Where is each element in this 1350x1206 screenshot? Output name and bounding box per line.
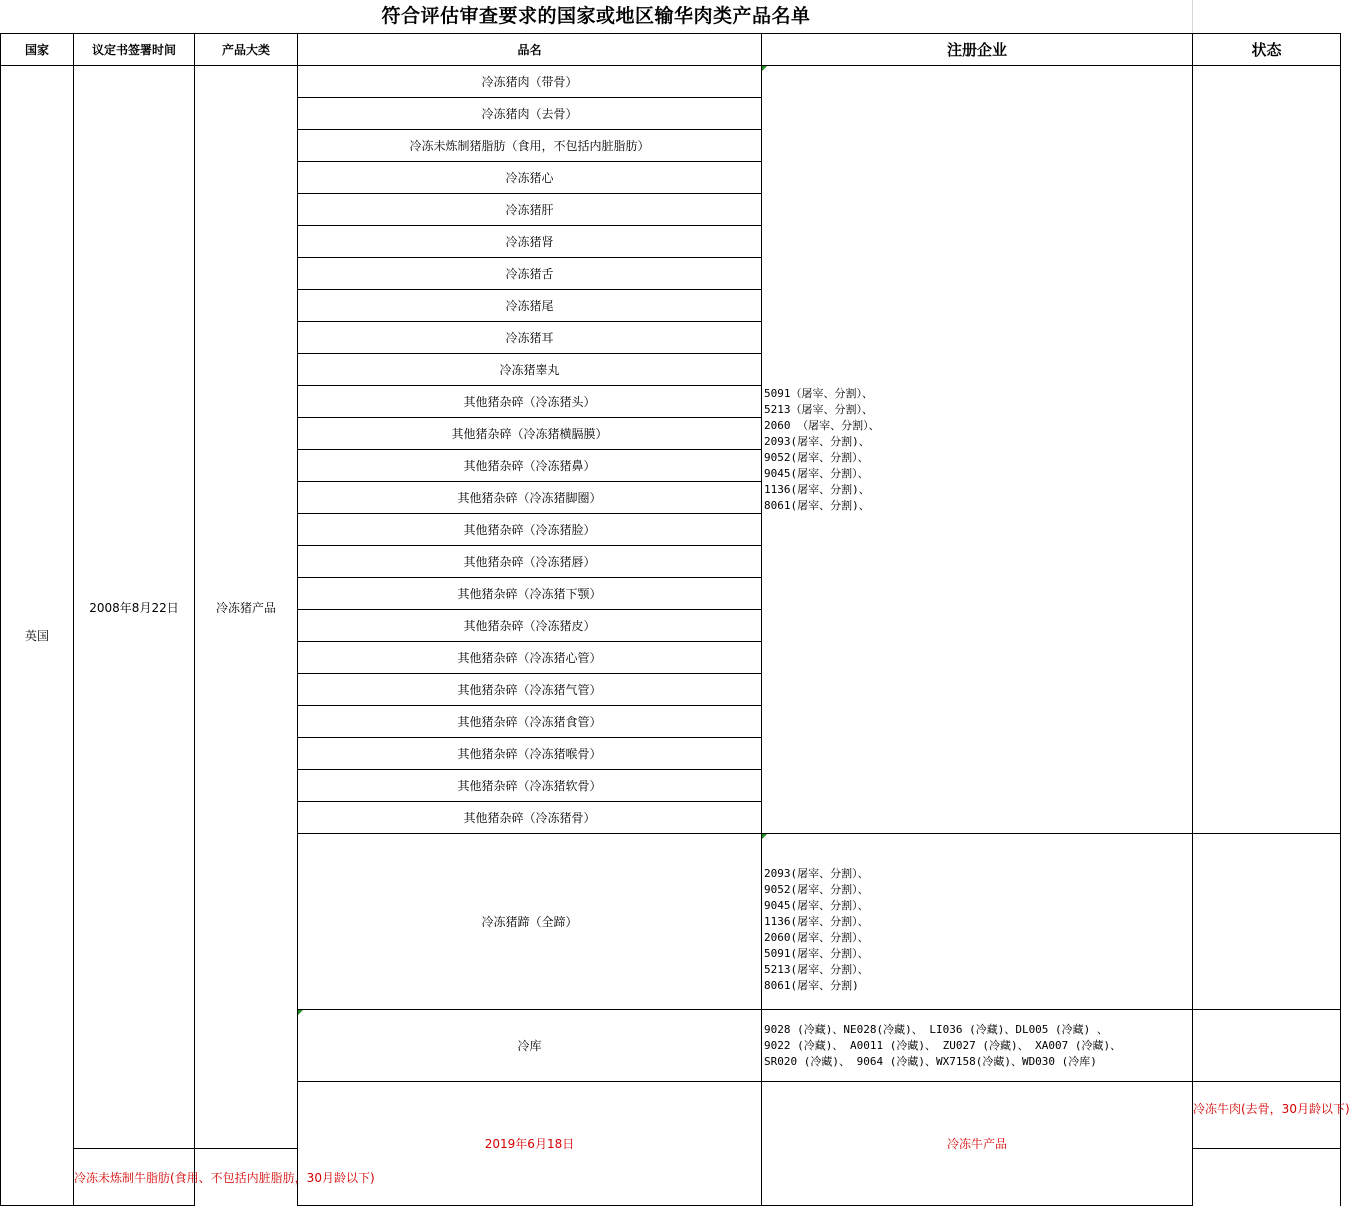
product-table xyxy=(0,33,1350,1206)
product-cell[interactable]: 其他猪杂碎（冷冻猪气管） xyxy=(298,674,762,706)
header-date[interactable]: 议定书签署时间 xyxy=(74,34,195,66)
product-cell[interactable]: 冷冻猪肉（带骨） xyxy=(298,66,762,98)
header-status[interactable]: 状态 xyxy=(1193,34,1341,66)
product-cell[interactable]: 其他猪杂碎（冷冻猪唇） xyxy=(298,546,762,578)
enterprise-cell[interactable]: 9028 (冷藏)、NE028(冷藏)、 LI036 (冷藏)、DL005 (冷藏) 、 9022 (冷藏)、 A0011 (冷藏)、 ZU027 (冷藏)、 XA007 (冷藏)、 SR020 (冷藏)、 9064 (冷藏)、WX7158(冷藏)、WD030 (冷库) xyxy=(762,1010,1193,1082)
product-cell[interactable]: 冷冻猪耳 xyxy=(298,322,762,354)
sheet-title: 符合评估审查要求的国家或地区输华肉类产品名单 xyxy=(381,5,811,27)
enterprise-cell[interactable]: 5091（屠宰、分割）、 5213（屠宰、分割）、 2060 （屠宰、分割）、 2093(屠宰、分割)、 9052(屠宰、分割）、 9045(屠宰、分割）、 1136(屠宰、分割)、 8061(屠宰、分割)、 xyxy=(762,66,1193,834)
category-cell[interactable]: 冷冻牛产品 xyxy=(762,1082,1193,1206)
table-row xyxy=(1,66,1341,98)
header-country[interactable]: 国家 xyxy=(1,34,74,66)
product-cell[interactable]: 冷冻猪肝 xyxy=(298,194,762,226)
product-cell[interactable]: 其他猪杂碎（冷冻猪鼻） xyxy=(298,450,762,482)
date-cell[interactable]: 2008年8月22日 xyxy=(74,66,195,1149)
product-cell[interactable]: 冷冻猪肾 xyxy=(298,226,762,258)
product-cell[interactable]: 冷库 xyxy=(298,1010,762,1082)
product-cell[interactable]: 其他猪杂碎（冷冻猪心管） xyxy=(298,642,762,674)
header-row xyxy=(1,34,1341,66)
status-cell[interactable] xyxy=(1193,1010,1341,1082)
empty-cell xyxy=(1192,0,1340,33)
product-cell[interactable]: 其他猪杂碎（冷冻猪横膈膜） xyxy=(298,418,762,450)
header-enterprise[interactable]: 注册企业 xyxy=(762,34,1193,66)
product-cell[interactable]: 其他猪杂碎（冷冻猪食管） xyxy=(298,706,762,738)
header-category[interactable]: 产品大类 xyxy=(195,34,298,66)
product-cell[interactable]: 其他猪杂碎（冷冻猪脚圈） xyxy=(298,482,762,514)
status-cell[interactable] xyxy=(1193,66,1341,834)
header-product[interactable]: 品名 xyxy=(298,34,762,66)
product-cell[interactable]: 其他猪杂碎（冷冻猪软骨） xyxy=(298,770,762,802)
product-cell[interactable]: 其他猪杂碎（冷冻猪喉骨） xyxy=(298,738,762,770)
product-cell[interactable]: 冷冻猪舌 xyxy=(298,258,762,290)
product-cell[interactable]: 其他猪杂碎（冷冻猪皮） xyxy=(298,610,762,642)
product-cell[interactable]: 冷冻未炼制牛脂肪(食用、不包括内脏脂肪，30月龄以下) xyxy=(74,1149,195,1206)
category-cell[interactable]: 冷冻猪产品 xyxy=(195,66,298,1149)
product-cell[interactable]: 冷冻牛肉(去骨，30月龄以下) xyxy=(1193,1082,1341,1149)
status-cell[interactable] xyxy=(1193,834,1341,1010)
product-cell[interactable]: 其他猪杂碎（冷冻猪脸） xyxy=(298,514,762,546)
product-cell[interactable]: 冷冻猪肉（去骨） xyxy=(298,98,762,130)
product-cell[interactable]: 冷冻猪蹄（全蹄） xyxy=(298,834,762,1010)
product-cell[interactable]: 其他猪杂碎（冷冻猪下颚） xyxy=(298,578,762,610)
product-cell[interactable]: 冷冻未炼制猪脂肪（食用，不包括内脏脂肪） xyxy=(298,130,762,162)
product-cell[interactable]: 冷冻猪心 xyxy=(298,162,762,194)
product-cell[interactable]: 其他猪杂碎（冷冻猪头） xyxy=(298,386,762,418)
date-cell[interactable]: 2019年6月18日 xyxy=(298,1082,762,1206)
product-cell[interactable]: 冷冻猪尾 xyxy=(298,290,762,322)
product-cell[interactable]: 冷冻猪睾丸 xyxy=(298,354,762,386)
enterprise-cell[interactable]: 2093(屠宰、分割）、 9052(屠宰、分割）、 9045(屠宰、分割）、 1136(屠宰、分割）、 2060(屠宰、分割）、 5091(屠宰、分割）、 5213(屠宰、分割）、 8061(屠宰、分割) xyxy=(762,834,1193,1010)
country-cell[interactable]: 英国 xyxy=(1,66,74,1206)
product-cell[interactable]: 其他猪杂碎（冷冻猪骨） xyxy=(298,802,762,834)
